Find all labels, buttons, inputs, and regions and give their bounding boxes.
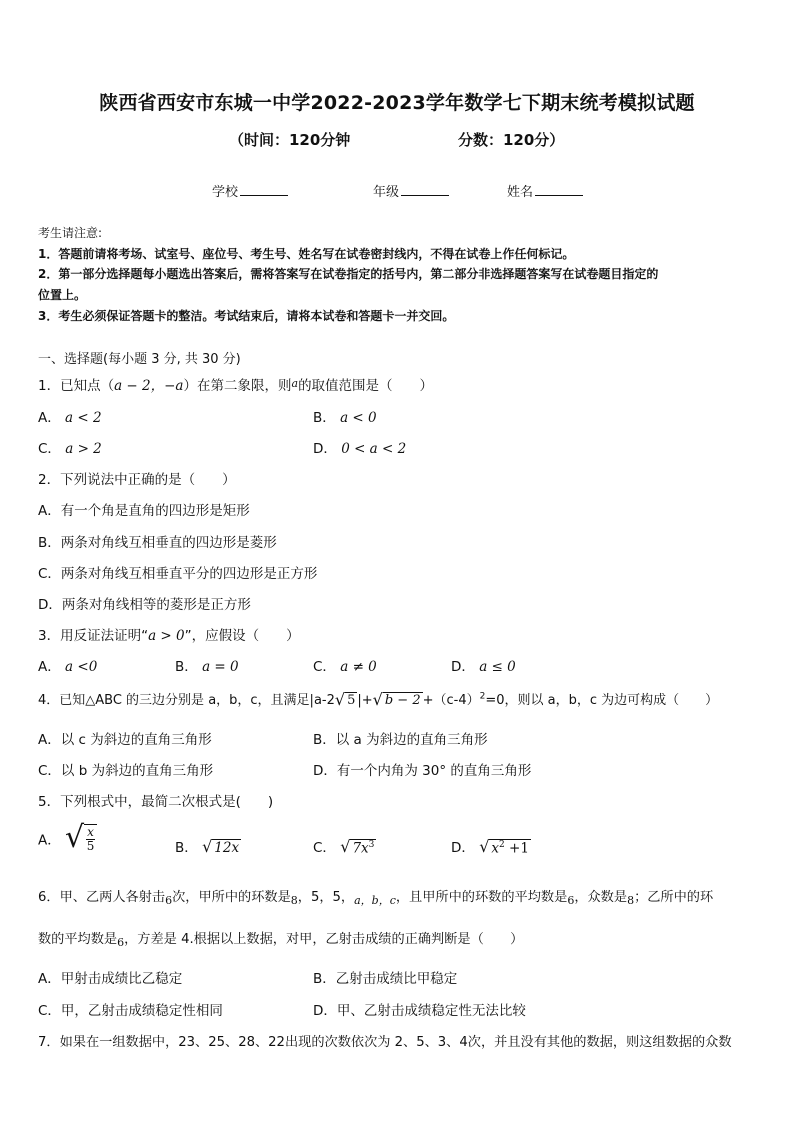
q6-option-d[interactable]: D．甲、乙射击成绩稳定性无法比较: [313, 1003, 526, 1019]
q6-option-a[interactable]: A．甲射击成绩比乙稳定: [38, 971, 183, 987]
sqrt-b-minus-2: √ b − 2: [372, 690, 421, 710]
q3-option-a[interactable]: A． a <0: [38, 659, 98, 675]
q2-option-d[interactable]: D．两条对角线相等的菱形是正方形: [38, 597, 251, 613]
q3-option-c[interactable]: C． a ≠ 0: [313, 659, 377, 675]
notice-item-2: 2．第一部分选择题每小题选出答案后，需将答案写在试卷指定的括号内，第二部分非选择题答案写在试卷题目指定的: [38, 267, 659, 281]
school-blank: [240, 183, 288, 196]
name-label: 姓名: [507, 185, 534, 200]
q1-option-a[interactable]: A． a < 2: [38, 410, 102, 426]
notice-item-1: 1．答题前请将考场、试室号、座位号、考生号、姓名写在试卷密封线内，不得在试卷上作任何标记。: [38, 247, 575, 261]
question-6-line-2: 数的平均数是$_6$，方差是 4.根据以上数据，对甲，乙射击成绩的正确判断是（ ）: [38, 932, 524, 949]
exam-score: 分数：120分）: [458, 131, 565, 149]
question-2: 2．下列说法中正确的是（ ）: [38, 472, 236, 488]
q4-option-c[interactable]: C．以 b 为斜边的直角三角形: [38, 763, 214, 779]
section-heading: 一、选择题(每小题 3 分, 共 30 分): [38, 352, 241, 367]
sqrt-5: √ 5: [334, 690, 356, 710]
q5-option-c[interactable]: C． √ $7x^3$: [313, 837, 375, 857]
grade-blank: [401, 183, 449, 196]
name-blank: [535, 183, 583, 196]
notice-heading: 考生请注意:: [38, 226, 103, 240]
q2-option-c[interactable]: C．两条对角线互相垂直平分的四边形是正方形: [38, 566, 318, 582]
q1-stem-a: 1．已知点（: [38, 378, 115, 394]
question-4: 4．已知△ABC 的三边分别是 a，b，c，且满足|a-2 √ 5 |+ √ b − 2 $+(c-4)^2=0$，则以 a，b，c 为边可构成（ ）: [38, 690, 719, 710]
q2-option-a[interactable]: A．有一个角是直角的四边形是矩形: [38, 503, 250, 519]
q4-option-d[interactable]: D．有一个内角为 30° 的直角三角形: [313, 763, 532, 779]
grade-field: [373, 181, 449, 200]
sqrt-12x: √ 12x: [202, 837, 240, 857]
q1-point: a − 2，−a: [114, 378, 184, 394]
question-7: 7．如果在一组数据中，23、25、28、22出现的次数依次为 2、5、3、4次，并且没有其他的数据，则这组数据的众数: [38, 1035, 732, 1050]
q5-option-d[interactable]: D． √ $x^2 +1$: [451, 837, 529, 857]
q4-option-a[interactable]: A．以 c 为斜边的直角三角形: [38, 732, 212, 748]
q1-option-c[interactable]: C． a > 2: [38, 441, 102, 457]
notice-item-2-cont: 位置上。: [38, 288, 87, 302]
q1-stem-e: 的取值范围是（ ）: [298, 378, 434, 394]
q5-option-a[interactable]: A． √ $\frac{x}{5}$: [38, 824, 97, 853]
q3-proposition: a > 0: [148, 628, 185, 644]
notice-item-3: 3．考生必须保证答题卡的整洁。考试结束后，请将本试卷和答题卡一并交回。: [38, 309, 455, 323]
q2-option-b[interactable]: B．两条对角线互相垂直的四边形是菱形: [38, 535, 277, 551]
name-field: [507, 181, 583, 200]
grade-label: 年级: [373, 185, 400, 200]
q1-stem-c: ）在第二象限，则: [183, 378, 292, 394]
q6-option-c[interactable]: C．甲，乙射击成绩稳定性相同: [38, 1003, 223, 1019]
school-field: [212, 181, 288, 200]
q3-option-b[interactable]: B． a = 0: [175, 659, 239, 675]
q6-option-b[interactable]: B．乙射击成绩比甲稳定: [313, 971, 458, 987]
question-5: 5．下列根式中，最简二次根式是( ): [38, 794, 274, 810]
sqrt-x-over-5: √ $\frac{x}{5}$: [65, 824, 97, 853]
exam-time: （时间：120分钟: [229, 131, 351, 149]
q3-option-d[interactable]: D． a ≤ 0: [451, 659, 516, 675]
question-1: [38, 374, 433, 394]
q4-option-b[interactable]: B．以 a 为斜边的直角三角形: [313, 732, 488, 748]
q1-var: a: [291, 377, 299, 390]
school-label: 学校: [212, 185, 239, 200]
sqrt-7x-cubed: √ $7x^3$: [340, 837, 375, 857]
sqrt-x-squared-plus-1: √ $x^2 +1$: [479, 837, 529, 857]
q5-option-b[interactable]: B． √ 12x: [175, 837, 240, 857]
q1-option-d[interactable]: D． 0 < a < 2: [313, 441, 407, 457]
question-3: 3．用反证法证明“a > 0”，应假设（ ）: [38, 628, 300, 644]
q1-option-b[interactable]: B． a < 0: [313, 410, 377, 426]
question-6-line-1: 6．甲、乙两人各射击$_6$次，甲所中的环数是$_8$，5，5，$_{a,b,c}$，且甲所中的环数的平均数是$_6$，众数是$_8$；乙所中的环: [38, 890, 714, 907]
exam-title: 陕西省西安市东城一中学2022-2023学年数学七下期末统考模拟试题: [99, 92, 695, 114]
